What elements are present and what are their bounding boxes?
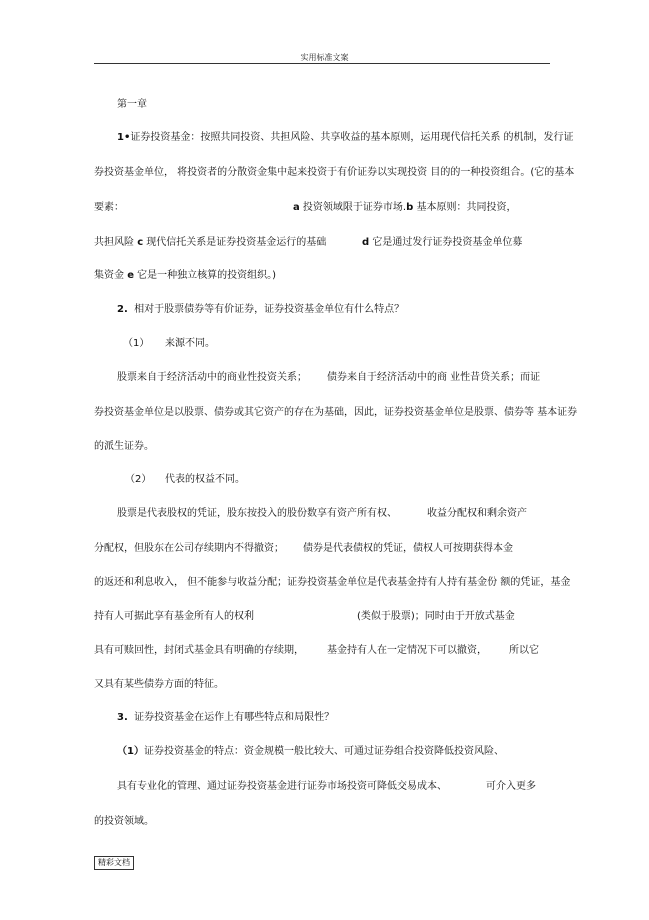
q1-tag-a: a	[293, 202, 300, 213]
q2-p2-line-5c: 所以它	[509, 645, 539, 656]
q2-number: 2.	[117, 304, 128, 315]
q2-p1-line-2: 券投资基金单位是以股票、债券或其它资产的存在为基础，因此，证券投资基金单位是股票、债券等 基本证券	[94, 407, 578, 418]
q1-line-4b	[362, 237, 522, 249]
q1-text-5a-rest: 它是一种独立核算的投资组织。)	[133, 270, 277, 281]
q2-p2-line-5a: 具有可赎回性，封闭式基金具有明确的存续期，	[94, 645, 304, 656]
q1-line-3a: 要素：	[94, 202, 124, 213]
header-divider	[94, 63, 550, 64]
q2-point-1-title: 来源不同。	[165, 338, 215, 349]
q1-text-5a: 集资金	[94, 270, 128, 281]
q2-p2-line-4a: 持有人可据此享有基金所有人的权利	[94, 611, 254, 622]
q3-p1-line-2a: 具有专业化的管理、通过证券投资基金进行证券市场投资可降低交易成本、	[117, 781, 447, 792]
chapter-heading: 第一章	[117, 99, 147, 110]
q1-number: 1•	[117, 132, 131, 143]
q1-text-4a-rest: 现代信托关系是证券投资基金运行的基础	[143, 237, 327, 248]
q2-p2-line-6: 又具有某些债券方面的特征。	[94, 679, 224, 690]
q3-p1-line-2b: 可介入更多	[486, 781, 536, 792]
footer-label: 精彩文档	[94, 856, 134, 870]
q3-p1-text-1: 证券投资基金的特点：资金规模一般比较大、可通过证券组合投资降低投资风险、	[143, 746, 504, 757]
q1-tag-b: b	[406, 202, 414, 213]
q2-p2-line-1b: 收益分配权和剩余资产	[427, 508, 527, 519]
q1-tag-d: d	[362, 237, 370, 248]
q3-heading	[117, 712, 334, 724]
q2-point-1-number: （1）	[123, 338, 150, 349]
q2-p2-line-5b: 基金持有人在一定情况下可以撤资，	[327, 645, 487, 656]
q1-line-2: 券投资基金单位， 将投资者的分散资金集中起来投资于有价证券以实现投资 目的的一种投资组合。(它的基本	[94, 167, 575, 178]
q1-text-4a: 共担风险	[94, 237, 138, 248]
q1-text-3b: 投资领域限于证券市场.	[299, 202, 407, 213]
q1-text-4b: 它是通过发行证券投资基金单位募	[369, 237, 523, 248]
q1-text-1: 证券投资基金：按照共同投资、共担风险、共享收益的基本原则，运用现代信托关系 的机制，发行证	[130, 132, 574, 143]
q2-p2-line-1a: 股票是代表股权的凭证，股东按投入的股份数享有资产所有权、	[117, 508, 397, 519]
q2-p1-line-1a: 股票来自于经济活动中的商业性投资关系；	[117, 372, 307, 383]
q2-p2-line-2a: 分配权，但股东在公司存续期内不得撤资；	[94, 543, 284, 554]
q1-line-5	[94, 270, 276, 282]
q2-p2-line-4b: (类似于股票)；同时由于开放式基金	[357, 611, 515, 622]
q1-line-3b	[293, 202, 516, 214]
q1-line-4a	[94, 237, 326, 249]
q2-p2-line-2b: 债券是代表债权的凭证，债权人可按期获得本金	[303, 543, 513, 554]
q2-p1-line-3: 的派生证券。	[94, 441, 154, 452]
q1-text-3c: 基本原则：共同投资，	[413, 202, 517, 213]
q3-text: 证券投资基金在运作上有哪些特点和局限性？	[134, 712, 335, 723]
q1-line-1	[117, 132, 574, 144]
q2-point-2-title: 代表的权益不同。	[165, 474, 245, 485]
q2-heading	[117, 304, 404, 316]
q3-point-1-number: （1）	[117, 746, 144, 757]
q2-p1-line-1b: 债券来自于经济活动中的商 业性昔贷关系；而证	[327, 372, 541, 383]
q1-tag-e: e	[127, 270, 134, 281]
q3-p1-line-1	[117, 746, 504, 758]
q3-number: 3.	[117, 712, 128, 723]
q2-p2-line-3: 的返还和利息收入， 但不能参与收益分配；证券投资基金单位是代表基金持有人持有基金份 额的凭证，基金	[94, 577, 571, 588]
q2-point-2-number: （2）	[125, 474, 152, 485]
q1-tag-c: c	[137, 237, 144, 248]
q2-text: 相对于股票债券等有价证券，证券投资基金单位有什么特点？	[134, 304, 405, 315]
q3-p1-line-3: 的投资领域。	[94, 816, 154, 827]
header-title: 实用标准文案	[300, 53, 349, 62]
